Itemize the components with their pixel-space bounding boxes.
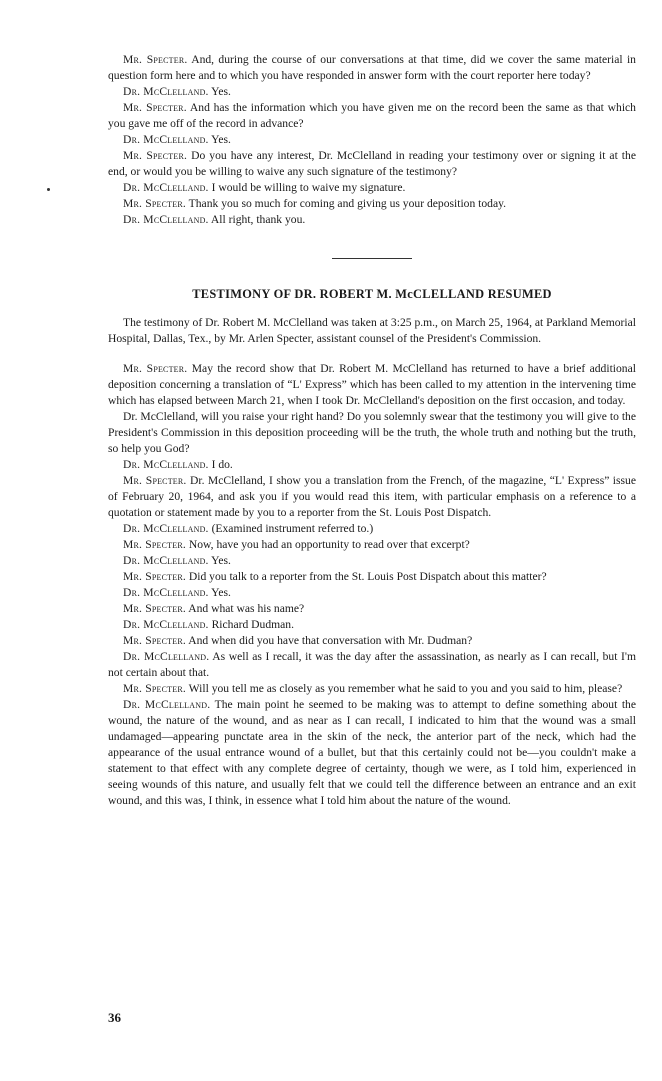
speech: Dr. McClelland, will you raise your right hand? Do you solemnly swear that the testimony you will give to the President's Commission in this deposition proceeding will be the truth, the whole truth and nothing but the truth, so help you God? [108,410,636,455]
para-2-10 [108,617,636,633]
speech: And when did you have that conversation with Mr. Dudman? [185,634,473,647]
speech: Do you have any interest, Dr. McClelland in reading your testimony over or signing it at the end, or would you be willing to waive any such signature of the testimony? [108,149,636,178]
speech: May the record show that Dr. Robert M. McClelland has returned to have a brief additional deposition concerning a translation of “L' Express” which has been called to my attention in the intervening time which has elapsed between March 21, when I took Dr. McClelland's deposition on the first occasion, and today. [108,362,636,407]
para-2-0 [108,361,636,409]
para-2-5 [108,537,636,553]
para-2-13 [108,681,636,697]
para-2-7 [108,569,636,585]
speaker: Dr. McClelland. [123,586,209,599]
speech: Will you tell me as closely as you remember what he said to you and you said to him, please? [185,682,623,695]
speaker: Mr. Specter. [123,634,186,647]
speaker: Mr. Specter. [123,570,186,583]
para-2-2 [108,457,636,473]
margin-mark [47,188,50,191]
speaker: Dr. McClelland. [123,458,209,471]
speaker: Dr. McClelland. [123,133,209,146]
speaker: Mr. Specter. [123,197,186,210]
intro-paragraph: The testimony of Dr. Robert M. McClelland was taken at 3:25 p.m., on March 25, 1964, at Parkland Memorial Hospital, Dallas, Tex., by Mr. Arlen Specter, assistant counsel of the President's Commission. [108,316,636,345]
speaker: Mr. Specter. [123,602,186,615]
section-divider [332,258,412,259]
speaker: Dr. McClelland. [123,554,209,567]
para-2-3 [108,473,636,521]
para-1-0 [108,52,636,84]
speech: As well as I recall, it was the day after the assassination, as nearly as I can recall, but I'm not certain about that. [108,650,636,679]
speech: (Examined instrument referred to.) [208,522,374,535]
speaker: Mr. Specter. [123,149,188,162]
para-2-1 [108,409,636,457]
speech: Did you talk to a reporter from the St. Louis Post Dispatch about this matter? [185,570,547,583]
para-2-6 [108,553,636,569]
speaker: Dr. McClelland. [123,522,209,535]
speaker: Dr. McClelland. [123,181,209,194]
speaker: Dr. McClelland. [123,650,210,663]
para-1-7 [108,212,636,228]
speech: Dr. McClelland, I show you a translation from the French, of the magazine, “L' Express” issue of February 20, 1964, and ask you if you would read this item, with particular emphasis on a reference to a quotation or statement made by you to a reporter from the St. Louis Post Dispatch. [108,474,636,519]
speech: Yes. [208,554,231,567]
speech: Yes. [208,85,231,98]
para-1-1 [108,84,636,100]
speaker: Dr. McClelland. [123,213,209,226]
speaker: Dr. McClelland. [123,618,209,631]
speaker: Mr. Specter. [123,538,186,551]
document-page [108,52,636,809]
speech: Yes. [208,133,231,146]
para-1-6 [108,196,636,212]
speech: And has the information which you have given me on the record been the same as that which you gave me off of the record in advance? [108,101,636,130]
para-1-2 [108,100,636,132]
para-2-11 [108,633,636,649]
speech: Yes. [208,586,231,599]
speech: All right, thank you. [208,213,306,226]
speech: And what was his name? [185,602,305,615]
para-2-4 [108,521,636,537]
speaker: Mr. Specter. [123,474,187,487]
para-2-14 [108,697,636,809]
speaker: Dr. McClelland. [123,698,211,711]
page-number: 36 [108,1010,121,1025]
speaker: Mr. Specter. [123,101,187,114]
section-2 [108,361,636,809]
speech: Thank you so much for coming and giving us your deposition today. [185,197,507,210]
para-2-12 [108,649,636,681]
section-heading: TESTIMONY OF DR. ROBERT M. McCLELLAND RESUMED [192,287,552,301]
para-1-5 [108,180,636,196]
para-1-3 [108,132,636,148]
speaker: Mr. Specter. [123,53,188,66]
para-2-8 [108,585,636,601]
speaker: Mr. Specter. [123,682,186,695]
speech: Now, have you had an opportunity to read over that excerpt? [185,538,470,551]
speech: I do. [208,458,233,471]
speaker: Dr. McClelland. [123,85,209,98]
para-2-9 [108,601,636,617]
section-1 [108,52,636,228]
speaker: Mr. Specter. [123,362,188,375]
speech: And, during the course of our conversations at that time, did we cover the same material in question form here and to which you have responded in answer form with the court reporter here today? [108,53,636,82]
speech: The main point he seemed to be making was to attempt to define something about the wound, the nature of the wound, and as near as I can recall, I indicated to him that the wound was a small undamaged—appearing punctate area in the skin of the neck, the anterior part of the neck, which had the appearance of the usual entrance wound of a bullet, but that this certainly could not be—you couldn't make a statement to that effect with any complete degree of certainty, though we were, as I told him, experienced in seeing wounds of this nature, and usually felt that we could tell the difference between an entrance and an exit wound, and this was, I think, in essence what I told him about the nature of the wound. [108,698,636,807]
speech: I would be willing to waive my signature. [208,181,406,194]
para-1-4 [108,148,636,180]
speech: Richard Dudman. [208,618,294,631]
